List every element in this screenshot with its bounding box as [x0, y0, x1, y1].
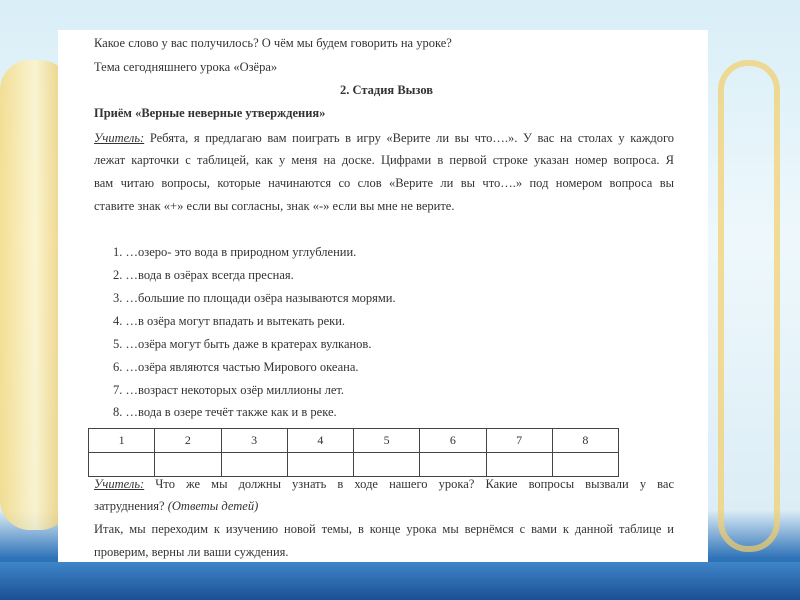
teacher-paragraph-line: вам читаю вопросы, которые начинаются со слов «Верите ли вы что….» под номером вопроса вы: [94, 176, 674, 190]
teacher-paragraph-line: лежат карточки с таблицей, как у меня на доске. Цифрами в первой строке указан номер вопроса. Я: [94, 153, 674, 167]
table-cell: 4: [287, 429, 353, 453]
statement: 6. …озёра являются частью Мирового океана.: [113, 360, 359, 374]
statement: 5. …озёра могут быть даже в кратерах вулканов.: [113, 337, 372, 351]
statement: 1. …озеро- это вода в природном углублении.: [113, 245, 357, 259]
table-cell: 3: [221, 429, 287, 453]
teacher-paragraph-line: [94, 131, 674, 146]
teacher-paragraph-line: ставите знак «+» если вы согласны, знак «-» если вы мне не верите.: [94, 199, 455, 213]
table-cell: 8: [552, 429, 618, 453]
table-cell: [287, 453, 353, 477]
text: Что же мы должны узнать в ходе нашего урока? Какие вопросы вызвали у вас: [155, 477, 674, 491]
table-cell: [155, 453, 221, 477]
technique-heading: Приём «Верные неверные утверждения»: [94, 106, 326, 120]
table-header-row: [89, 429, 619, 453]
table-cell: 7: [486, 429, 552, 453]
table-cell: 5: [354, 429, 420, 453]
table-cell: [89, 453, 155, 477]
document-page: [58, 30, 708, 562]
table-cell: [486, 453, 552, 477]
closing-line: Итак, мы переходим к изучению новой темы, в конце урока мы вернёмся с вами к данной таблице и: [94, 522, 674, 536]
closing-line: проверим, верны ли ваши суждения.: [94, 545, 289, 559]
table-cell: 2: [155, 429, 221, 453]
intro-line: Какое слово у вас получилось? О чём мы будем говорить на уроке?: [94, 36, 452, 50]
frame-decoration: [718, 60, 780, 552]
table-answer-row: [89, 453, 619, 477]
table-cell: [354, 453, 420, 477]
statement: 2. …вода в озёрах всегда пресная.: [113, 268, 294, 282]
table-cell: [552, 453, 618, 477]
answer-table: [88, 428, 619, 477]
text: Ребята, я предлагаю вам поиграть в игру «Верите ли вы что….». У вас на столах у каждого: [149, 131, 675, 145]
table-cell: 1: [89, 429, 155, 453]
teacher-label: Учитель:: [94, 131, 145, 145]
statement: 4. …в озёра могут впадать и вытекать реки.: [113, 314, 346, 328]
statement: 8. …вода в озере течёт также как и в реке.: [113, 405, 337, 419]
teacher-question-line: [94, 477, 674, 492]
table-cell: [420, 453, 486, 477]
stage-heading: 2. Стадия Вызов: [340, 83, 434, 97]
teacher-question-line: [94, 499, 258, 514]
statement: 3. …большие по площади озёра называются морями.: [113, 291, 396, 305]
answers-note: (Ответы детей): [167, 499, 259, 513]
teacher-label: Учитель:: [94, 477, 145, 491]
table-cell: 6: [420, 429, 486, 453]
text: затруднения?: [94, 499, 168, 513]
statement: 7. …возраст некоторых озёр миллионы лет.: [113, 383, 345, 397]
table-cell: [221, 453, 287, 477]
bottom-bar: [0, 562, 800, 600]
intro-line: Тема сегодняшнего урока «Озёра»: [94, 60, 278, 74]
